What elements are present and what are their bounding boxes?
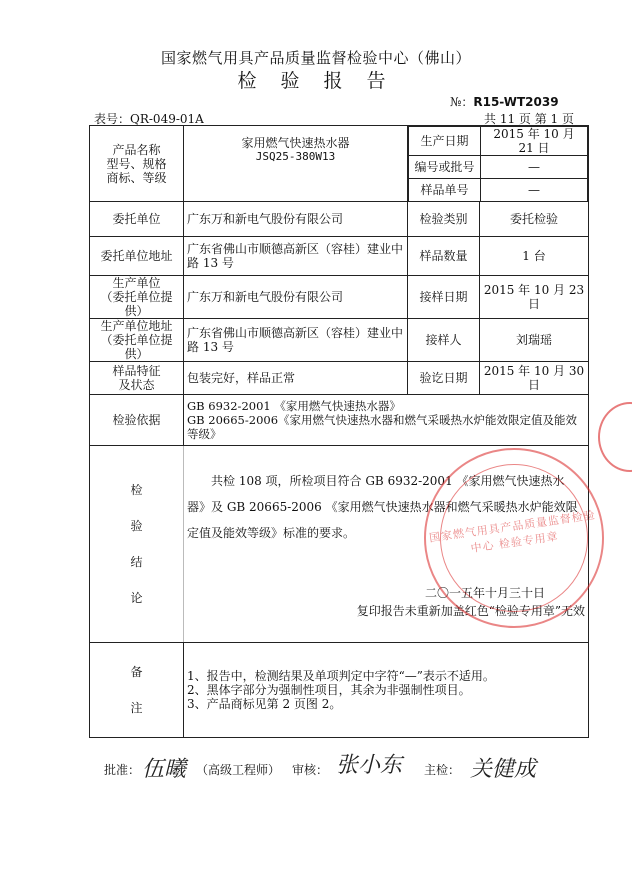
inspection-type-value: 委托检验: [480, 202, 589, 237]
production-date-label: 生产日期: [409, 127, 481, 156]
inspection-type-label: 检验类别: [408, 202, 480, 237]
production-date: 2015 年 10 月 21 日: [481, 127, 588, 156]
serial-value: —: [481, 156, 588, 179]
manufacturer-label: 生产单位 （委托单位提供）: [90, 276, 184, 319]
receive-date-label: 接样日期: [408, 276, 480, 319]
remark-item: 3、产品商标见第 2 页图 2。: [187, 697, 342, 711]
client-label: 委托单位: [90, 202, 184, 237]
product-name: 家用燃气快速热水器: [241, 136, 350, 150]
remark-item: 2、黑体字部分为强制性项目，其余为非强制性项目。: [187, 683, 471, 697]
client-value: 广东万和新电气股份有限公司: [184, 202, 408, 237]
basis-standard-2: GB 20665-2006《家用燃气快速热水器和燃气采暖热水炉能效限定值及能效等级》: [187, 413, 578, 441]
receive-date-value: 2015 年 10 月 23 日: [480, 276, 589, 319]
sample-no-value: —: [481, 179, 588, 202]
report-number-label: №：: [450, 95, 474, 109]
product-model: JSQ25-380W13: [255, 150, 336, 163]
conclusion-label: 检 验 结 论: [90, 446, 184, 643]
manufacturer-row: [90, 276, 589, 319]
remarks-row: [90, 643, 589, 738]
completion-date-value: 2015 年 10 月 30 日: [480, 362, 589, 395]
basis-standard-1: GB 6932-2001 《家用燃气快速热水器》: [187, 399, 401, 413]
client-address-value: 广东省佛山市顺德高新区（容桂）建业中路 13 号: [184, 237, 408, 276]
remarks-label: 备 注: [90, 643, 184, 738]
receiver-label: 接样人: [408, 319, 480, 362]
report-table: [89, 125, 589, 738]
basis-row: [90, 395, 589, 446]
sample-feature-row: [90, 362, 589, 395]
basis-value: [184, 395, 589, 446]
sample-qty-label: 样品数量: [408, 237, 480, 276]
remarks-body: [184, 643, 589, 738]
sample-feature-label: 样品特征 及状态: [90, 362, 184, 395]
client-row: [90, 202, 589, 237]
completion-date-label: 验讫日期: [408, 362, 480, 395]
client-address-row: [90, 237, 589, 276]
sample-no-label: 样品单号: [409, 179, 481, 202]
manufacturer-address-label: 生产单位地址 （委托单位提供）: [90, 319, 184, 362]
product-label: 产品名称 型号、规格 商标、等级: [90, 126, 184, 202]
product-value: [184, 126, 408, 202]
serial-label: 编号或批号: [409, 156, 481, 179]
client-address-label: 委托单位地址: [90, 237, 184, 276]
stamp-text: 国家燃气用具产品质量监督检验中心 检验专用章: [428, 508, 597, 556]
conclusion-date: 二〇一五年十月三十日: [424, 586, 545, 600]
report-number: [450, 93, 559, 110]
product-row: [90, 126, 589, 202]
page-count: 共 11 页 第 1 页: [484, 112, 574, 126]
form-number: 表号：QR-049-01A: [94, 112, 204, 126]
approve-signature: 伍曦: [142, 757, 187, 782]
edge-seal: [598, 402, 632, 472]
manufacturer-address-row: [90, 319, 589, 362]
product-meta: [408, 126, 589, 202]
manufacturer-value: 广东万和新电气股份有限公司: [184, 276, 408, 319]
copy-note: 复印报告未重新加盖红色“检验专用章”无效: [356, 604, 585, 618]
sample-qty-value: 1 台: [480, 237, 589, 276]
manufacturer-address-value: 广东省佛山市顺德高新区（容桂）建业中路 13 号: [184, 319, 408, 362]
chief-signature: 关健成: [470, 757, 537, 782]
approve-title: （高级工程师）: [196, 763, 281, 777]
receiver-value: 刘瑞瑶: [480, 319, 589, 362]
review-signature: 张小东: [336, 753, 403, 778]
chief-label: 主检：: [424, 763, 461, 777]
organization-name: 国家燃气用具产品质量监督检验中心（佛山）: [160, 49, 471, 67]
report-title: 检 验 报 告: [237, 70, 395, 92]
report-number-value: R15-WT2039: [473, 95, 559, 109]
conclusion-text: 共检 108 项，所检项目符合 GB 6932-2001 《家用燃气快速热水器》及 GB 20665-2006 《家用燃气快速热水器和燃气采暖热水炉能效限定值及能效等级》标准的要求。: [187, 474, 578, 540]
basis-label: 检验依据: [90, 395, 184, 446]
sample-feature-value: 包装完好，样品正常: [184, 362, 408, 395]
remark-item: 1、报告中，检测结果及单项判定中字符“—”表示不适用。: [187, 669, 495, 683]
review-label: 审核：: [292, 763, 329, 777]
approve-label: 批准：: [104, 763, 141, 777]
